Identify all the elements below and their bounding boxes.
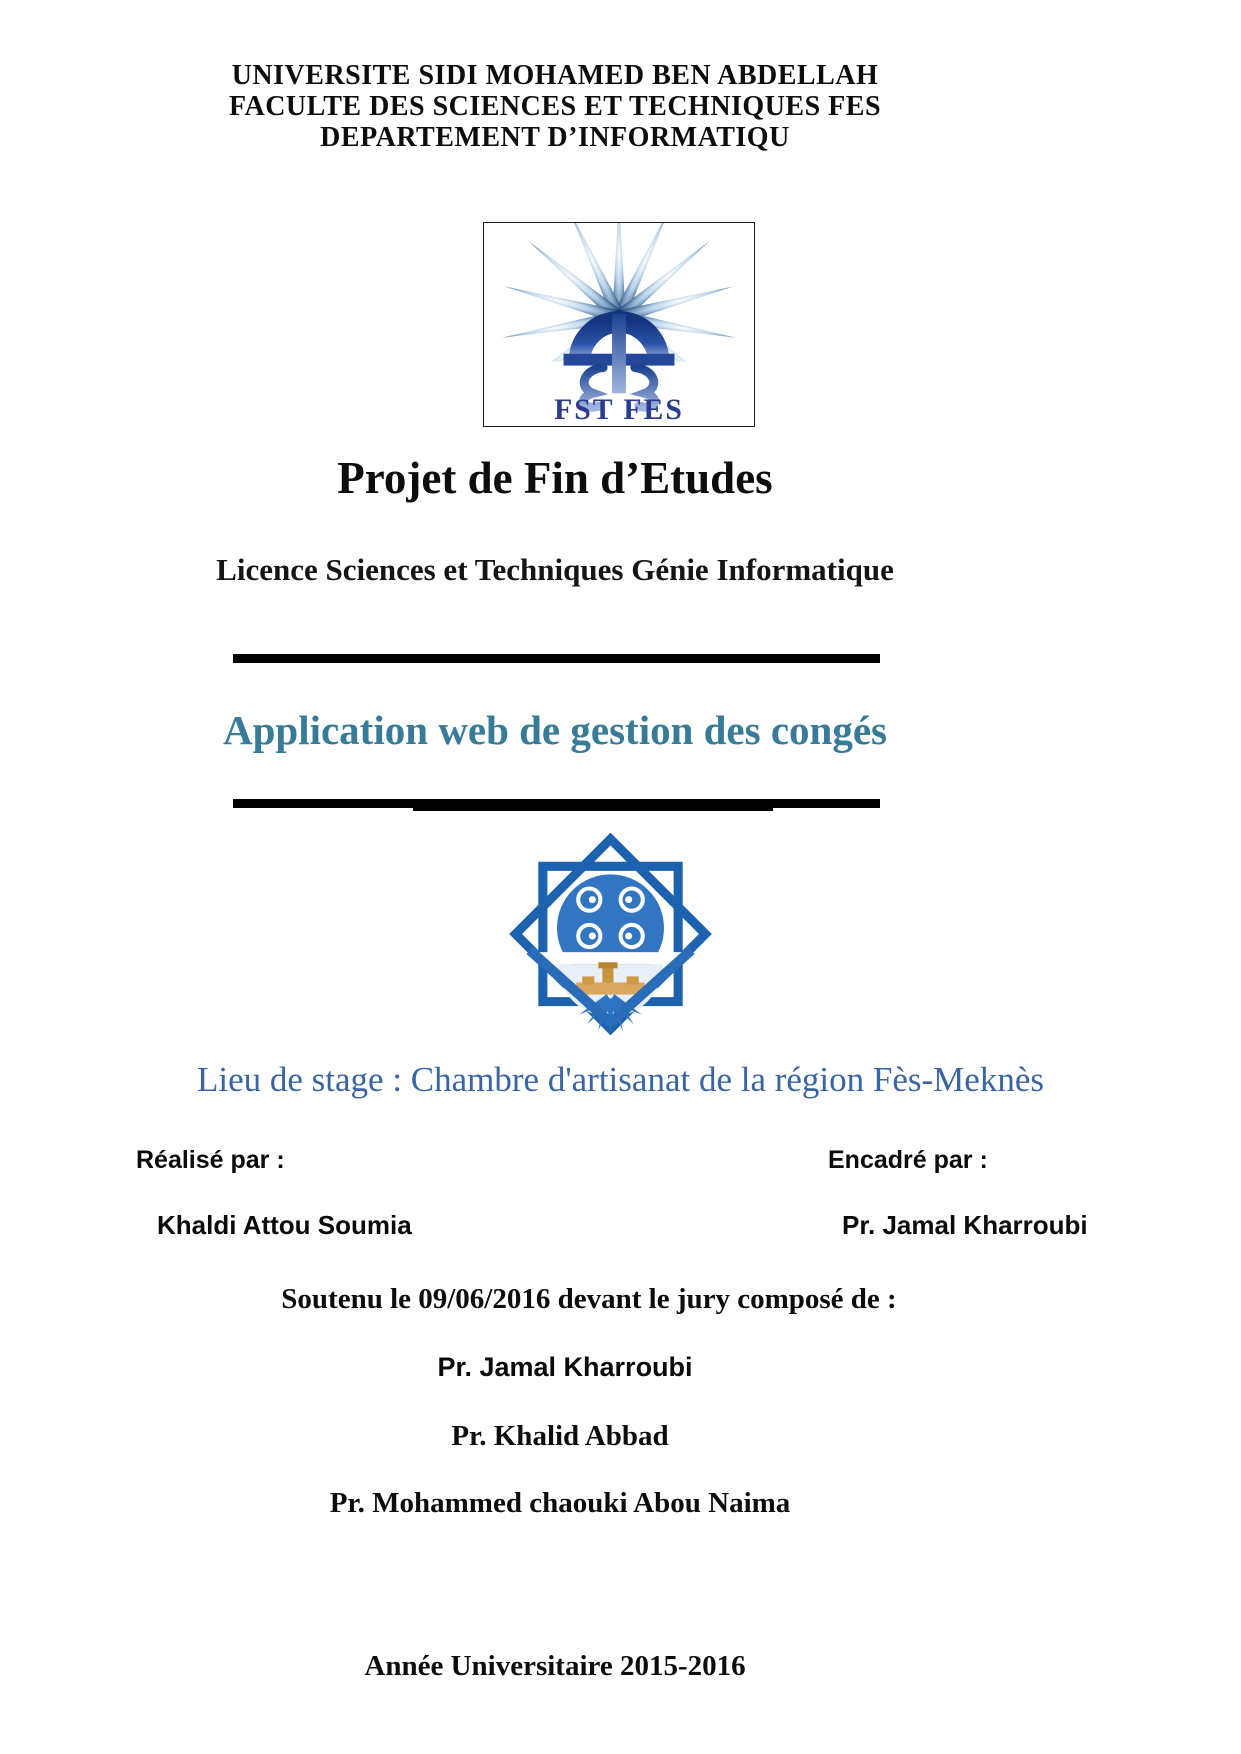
faculty-name: FACULTE DES SCIENCES ET TECHNIQUES FES: [228, 91, 882, 122]
project-title: Application web de gestion des congés: [222, 707, 887, 753]
divider-top: [233, 654, 880, 663]
department-name: DEPARTEMENT D’INFORMATIQU: [320, 122, 790, 153]
degree-title: Licence Sciences et Techniques Génie Informatique: [216, 552, 894, 587]
project-type-title: Projet de Fin d’Etudes: [337, 453, 773, 503]
realised-by-label: Réalisé par :: [136, 1146, 285, 1174]
artisanat-chamber-emblem-image: [508, 833, 713, 1040]
internship-location: Lieu de stage : Chambre d'artisanat de la région Fès-Meknès: [196, 1060, 1044, 1099]
supervisor-name: Pr. Jamal Kharroubi: [842, 1210, 1088, 1240]
university-header: [0, 60, 1110, 153]
jury-member-2: Pr. Khalid Abbad: [451, 1420, 669, 1452]
fst-fes-logo: [483, 222, 755, 427]
artisanat-chamber-emblem: [508, 833, 713, 1040]
supervised-by-label: Encadré par :: [828, 1146, 988, 1174]
fst-fes-logo-image: [484, 223, 754, 426]
fst-logo-caption: FST FES: [554, 394, 684, 426]
jury-intro: Soutenu le 09/06/2016 devant le jury composé de :: [281, 1283, 897, 1315]
student-name: Khaldi Attou Soumia: [157, 1210, 412, 1240]
jury-member-3: Pr. Mohammed chaouki Abou Naima: [329, 1487, 791, 1519]
divider-bottom: [233, 799, 880, 808]
academic-year: Année Universitaire 2015-2016: [364, 1650, 746, 1682]
university-name: UNIVERSITE SIDI MOHAMED BEN ABDELLAH: [231, 60, 879, 91]
jury-member-1: Pr. Jamal Kharroubi: [437, 1352, 693, 1382]
